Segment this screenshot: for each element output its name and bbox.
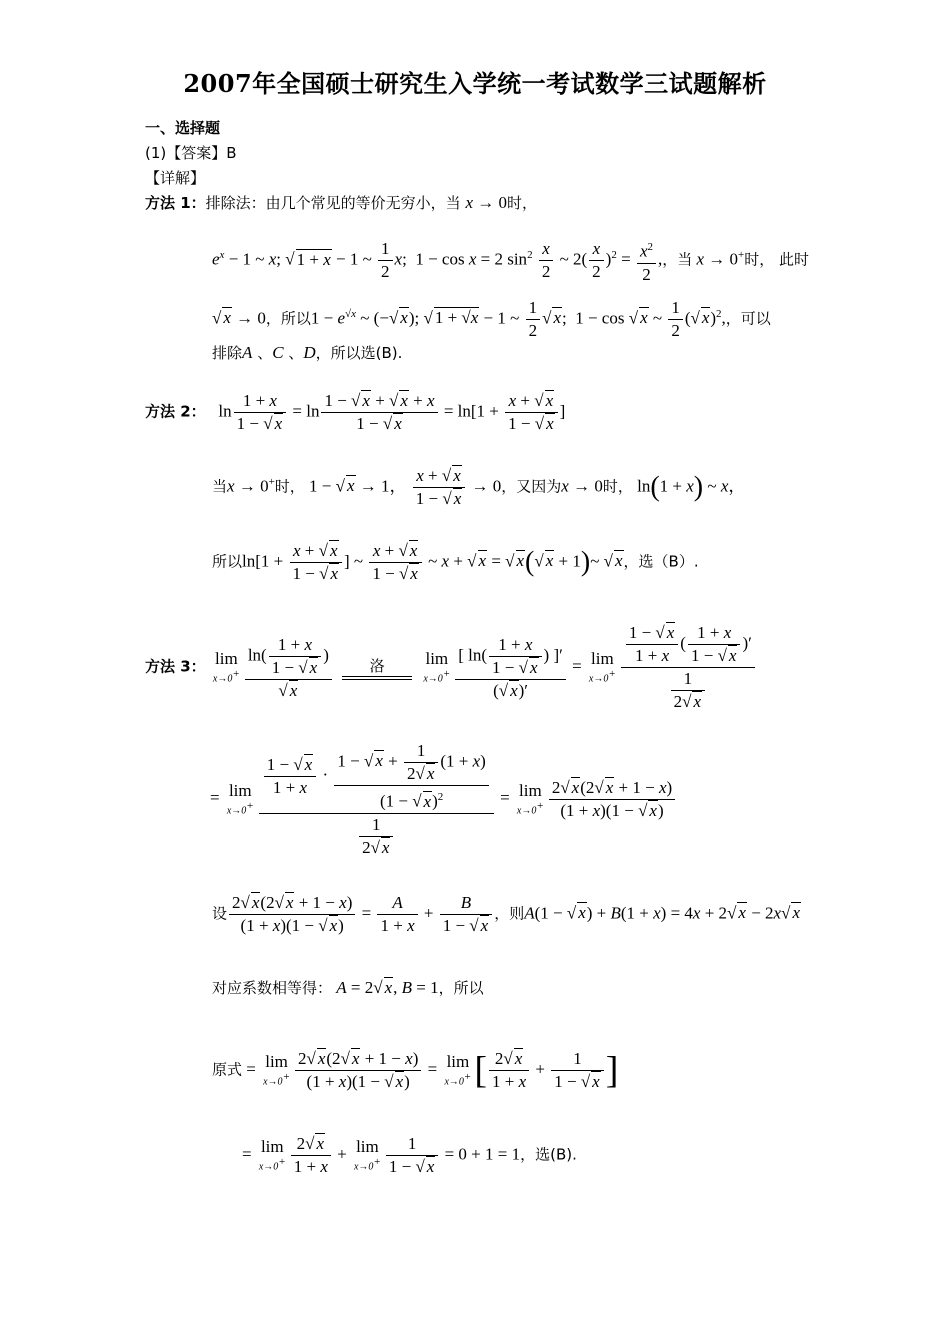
method3-coef-line: 对应系数相等得： A = 2√ x, B = 1，所以 — [212, 978, 484, 997]
method3-then: ，则 — [494, 904, 525, 923]
method1-cond-text: ，当 — [662, 250, 693, 269]
method2-formula-1: 方法 2： ln $\frac{1 + x}{1 - √ x}$ = ln $\frac{1 - √ x + √ x + x}{1 - √ x}$ = ln[1 + $\frac{x + √ x}{1 - √ x}$ ] — [145, 391, 566, 433]
method3-let: 设 — [212, 904, 228, 923]
method2-choose: ，选（B）. — [623, 552, 699, 571]
method3-formula-5: = lim x→0+ $\frac{2√ x}{1 + x}$ + lim x→0+ $\frac{1}{1 - √ x}$ = 0 + 1 = 1，选(B). — [242, 1134, 577, 1176]
method1-label: 方法 1： — [145, 194, 206, 212]
method2-when: 当 — [212, 477, 228, 496]
method1-exclude-end: ，所以选(B). — [315, 344, 403, 362]
luo-label: 洛 — [369, 656, 385, 675]
method2-label: 方法 2： — [145, 402, 206, 421]
method3-orig: 原式 — [212, 1060, 243, 1079]
method3-formula-1: 方法 3： lim x→0+ ln( $\frac{1 + x}{1 - √ x}$ ) √ x 洛 lim x→0+ [ ln( $\frac{1 + x}{1 - √ x}$ ) ]′ (√ x)′ = lim x→0+ $\frac{1 - √ x}{1 + x}$ ( $\frac{1 + x}{1 - √ x}$ )′ $\frac{1}{2√ x}$ — [145, 622, 757, 713]
method3-coef: 对应系数相等得： — [212, 979, 333, 997]
method1-cond-text2: 时， 此时 — [744, 250, 810, 269]
section-heading: 一、选择题 — [145, 119, 221, 137]
method1-line: 方法 1：排除法：由几个常见的等价无穷小，当 x → 0时， — [145, 193, 538, 212]
method1-formula-1: $e^x - 1$ ~ x; √ 1 + x − 1 ~ $\frac{1}{2}$ x; 1 − cos x = 2 $\sin^2$ $\frac{x}{2}$ ~ 2( $\frac{x}{2}$ )$^2$ = $\frac{x^2}{2}$ ,，当 x → 0+时， 此时 — [212, 236, 809, 286]
answer-label: (1)【答案】B — [145, 144, 237, 162]
method2-so: 所以 — [212, 552, 243, 571]
method3-formula-4: 原式 = lim x→0+ $\frac{2√ x(2√ x + 1 - x)}{(1 + x)(1 - √ x)}$ = lim x→0+ [ $\frac{2√ x}{1 + x}$ + $\frac{1}{1 - √ x}$ ] — [212, 1049, 619, 1092]
method1-text: 排除法：由几个常见的等价无穷小，当 — [205, 194, 461, 212]
method3-formula-3: 设 $\frac{2√ x(2√ x + 1 - x)}{(1 + x)(1 - √ x)}$ = $\frac{A}{1 + x}$ + $\frac{B}{1 - √ x}$ ，则A(1 − √ x) + B(1 + x) = 4x + 2√ x − 2x√ x — [212, 893, 800, 935]
method3-final: ，选(B). — [520, 1145, 577, 1164]
method3-formula-2: = lim x→0+ $\frac{1 - √ x}{1 + x}$ · 1 − √ x + $\frac{1}{2√ x}$ (1 + x) (1 − √ x)$^2$ $\frac{1}{2√ x}$ = lim x→0+ $\frac{2√ x(2√ x + 1 - x)}{(1 + x)(1 - √ x)}$ — [210, 740, 677, 859]
method1-exclude-line: 排除A 、C 、D，所以选(B). — [212, 343, 403, 362]
method1-so-text: ，所以 — [265, 309, 311, 328]
method2-when2: 时， — [274, 477, 305, 496]
method2-also: ，又因为 — [501, 477, 562, 496]
method3-so: ，所以 — [438, 979, 484, 997]
method1-formula-2: √ x → 0，所以$1 - e^{√x}$ ~ (−√ x); √ 1 + √x − 1 ~ $\frac{1}{2}$ √ x; 1 − cos √ x ~ $\frac{1}{2}$ (√ x)$^2$,，可以 — [212, 298, 771, 340]
method2-formula-3: 所以ln[1 + $\frac{x + √ x}{1 - √ x}$ ] ~ $\frac{x + √ x}{1 - √ x}$ ~ x + √ x = √ x(√ x + 1)~ √ x，选（B）. — [212, 541, 699, 583]
method1-exclude-text: 排除 — [212, 344, 243, 362]
method1-text-when: 时， — [507, 194, 538, 212]
detail-label: 【详解】 — [145, 169, 206, 187]
page-title: 2007年全国硕士研究生入学统一考试数学三试题解析 — [183, 69, 767, 98]
method2-formula-2: 当x → 0+时， 1 − √ x → 1， $\frac{x + √ x}{1 - √ x}$ → 0，又因为x → 0时， ln(1 + x) ~ x， — [212, 466, 746, 508]
method1-then-can: ，可以 — [725, 309, 771, 328]
method3-label: 方法 3： — [145, 657, 206, 676]
